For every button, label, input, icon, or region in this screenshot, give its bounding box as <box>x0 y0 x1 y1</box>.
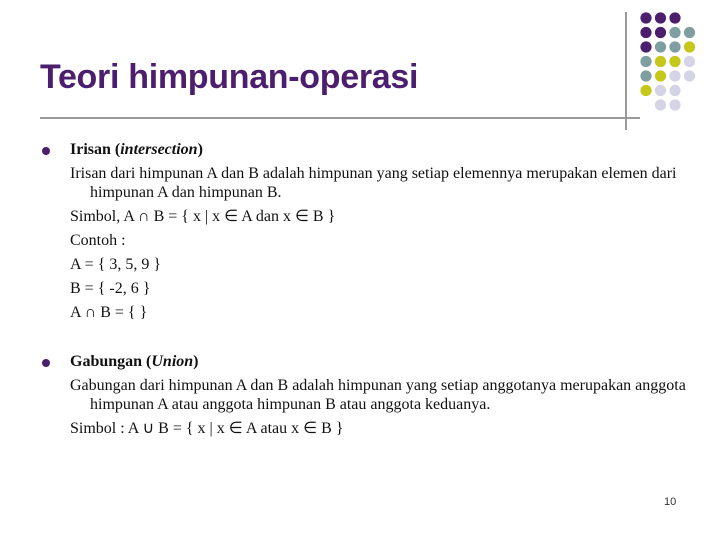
definition-text: Gabungan dari himpunan A dan B adalah himpunan yang setiap anggotanya merupakan anggota himpunan A atau anggota himpunan B atau anggota keduanya. <box>70 377 686 413</box>
decorative-dot <box>669 12 680 23</box>
symbol-text: Simbol : A ∪ B = { x | x ∈ A atau x ∈ B } <box>70 420 344 437</box>
decorative-dot <box>669 85 680 96</box>
decorative-dot <box>655 99 666 110</box>
decorative-dot <box>655 41 666 52</box>
decorative-dot <box>640 41 651 52</box>
bullet-union <box>42 352 692 372</box>
example-set-a: A = { 3, 5, 9 } <box>70 256 162 273</box>
bullet-dot <box>42 147 50 155</box>
bullet-heading: Gabungan ( <box>70 353 152 370</box>
slide-title: Teori himpunan-operasi <box>40 58 419 96</box>
slide-content <box>42 140 692 443</box>
bullet-heading: Irisan ( <box>70 141 121 158</box>
decorative-dot <box>640 85 651 96</box>
bullet-heading-end: ) <box>193 353 199 370</box>
decorative-dot <box>669 27 680 38</box>
bullet-heading-end: ) <box>197 141 203 158</box>
decorative-dot <box>669 99 680 110</box>
definition-text: Irisan dari himpunan A dan B adalah himpunan yang setiap elemennya merupakan elemen dari himpunan A dan himpunan B. <box>70 165 677 201</box>
decorative-dot <box>655 27 666 38</box>
decorative-dot <box>684 27 695 38</box>
example-label: Contoh : <box>70 232 126 249</box>
decorative-dot <box>640 27 651 38</box>
symbol-text: Simbol, A ∩ B = { x | x ∈ A dan x ∈ B } <box>70 208 336 225</box>
decorative-dot <box>640 70 651 81</box>
example-result: A ∩ B = { } <box>70 304 148 321</box>
page-number: 10 <box>664 496 677 508</box>
bullet-dot <box>42 359 50 367</box>
decorative-dot <box>669 70 680 81</box>
title-underline <box>40 117 640 119</box>
decorative-dot <box>684 70 695 81</box>
decorative-dot <box>640 56 651 67</box>
decorative-dot <box>669 56 680 67</box>
decorative-dot <box>640 12 651 23</box>
bullet-intersection <box>42 140 692 160</box>
decorative-dot <box>684 56 695 67</box>
decorative-dot <box>655 85 666 96</box>
decorative-dot <box>655 56 666 67</box>
decorative-dot <box>669 41 680 52</box>
bullet-heading-italic: intersection <box>120 141 198 158</box>
decorative-dot <box>655 12 666 23</box>
bullet-heading-italic: Union <box>151 353 194 370</box>
vertical-divider <box>625 12 627 130</box>
decorative-dot <box>684 41 695 52</box>
decorative-dot <box>655 70 666 81</box>
example-set-b: B = { -2, 6 } <box>70 280 151 297</box>
